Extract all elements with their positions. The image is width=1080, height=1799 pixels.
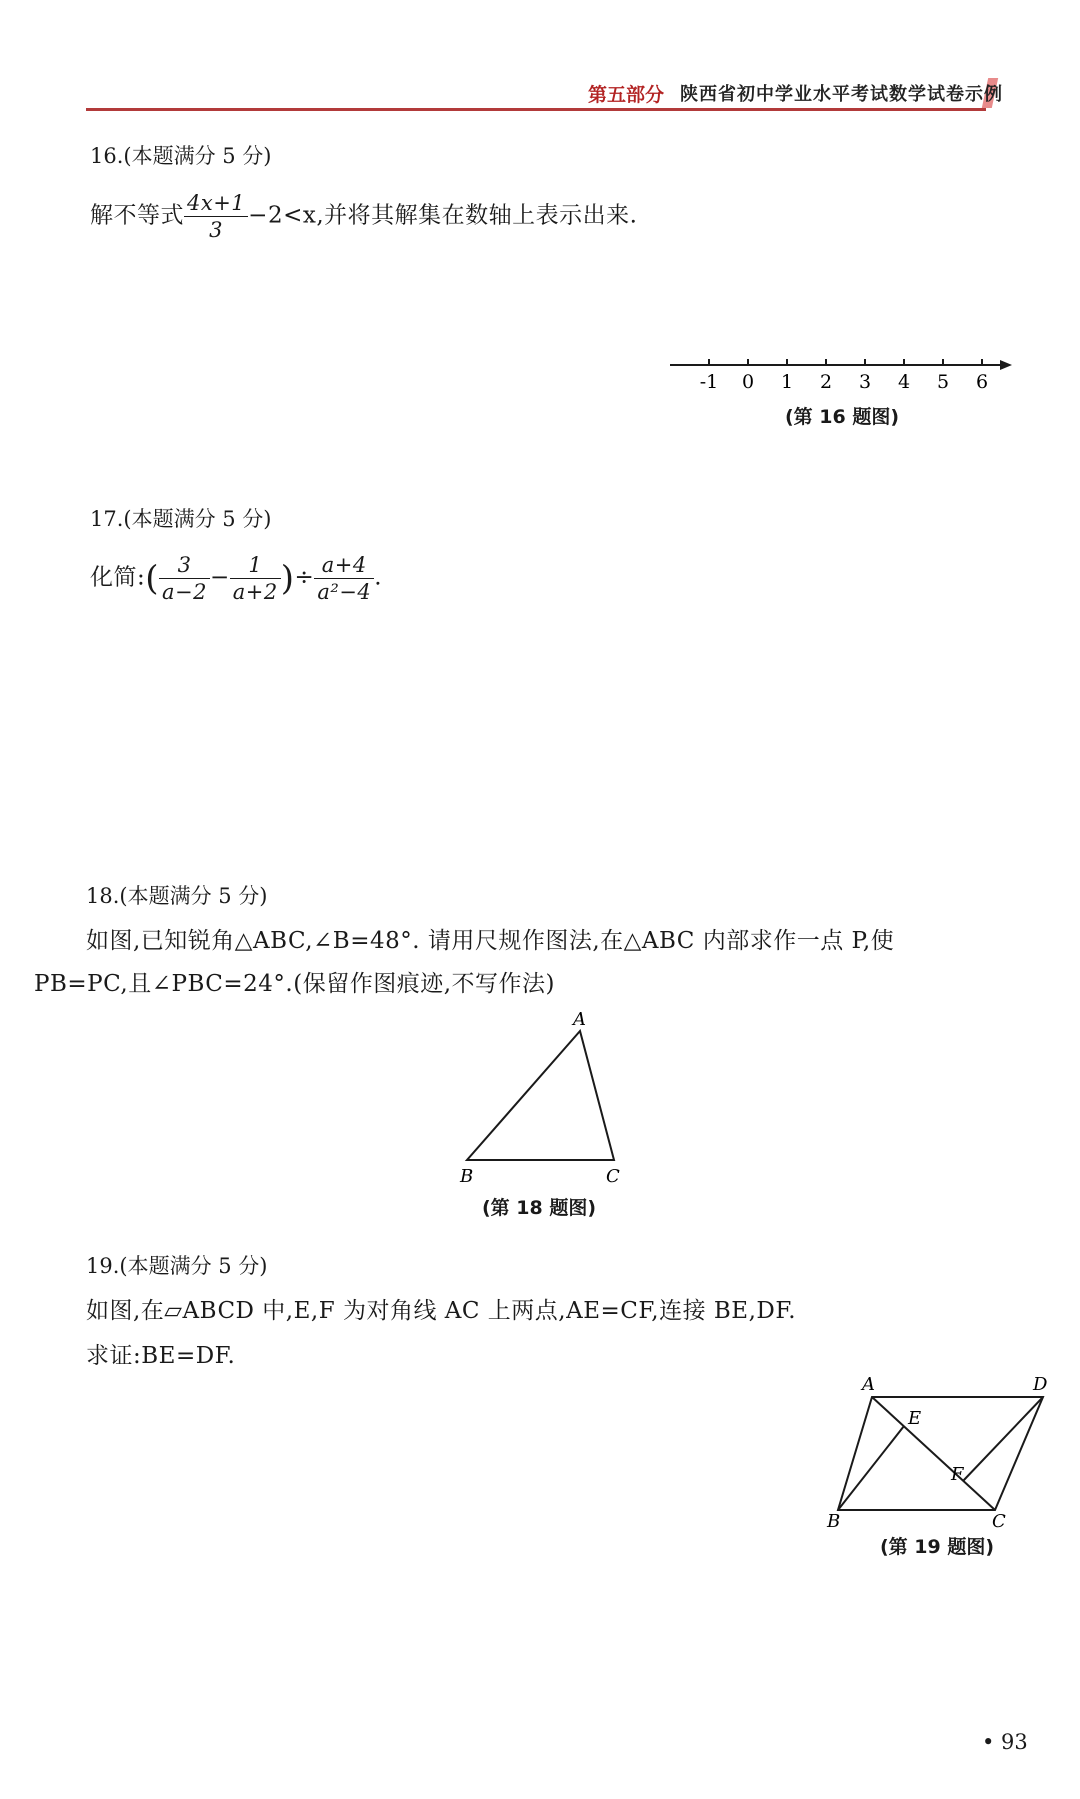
label-a: A xyxy=(862,1374,875,1395)
number-line-tick-label: 0 xyxy=(741,371,755,393)
label-c: C xyxy=(992,1511,1006,1530)
number-line-tick-label: 6 xyxy=(975,371,989,393)
number-line-tick-label: 1 xyxy=(780,371,794,393)
number-line-tick-label: 4 xyxy=(897,371,911,393)
q18-triangle-figure xyxy=(450,1005,640,1190)
q16-statement xyxy=(90,190,637,243)
q18-line-1: 如图,已知锐角△ABC,∠B=48°. 请用尺规作图法,在△ABC 内部求作一点 P,使 xyxy=(86,928,895,954)
number-line-tick-label: 3 xyxy=(858,371,872,393)
q16-prefix: 解不等式 xyxy=(90,202,184,229)
q17-left-paren: ( xyxy=(145,558,160,599)
label-b: B xyxy=(827,1511,841,1530)
q17-fraction-1 xyxy=(159,552,210,605)
q19-line-2: 求证:BE=DF. xyxy=(86,1343,236,1369)
q17-f2-den: a+2 xyxy=(232,580,278,604)
q16-frac-num: 4x+1 xyxy=(184,190,248,217)
q17-minus: − xyxy=(210,564,230,591)
q17-fraction-3 xyxy=(314,552,374,605)
label-d: D xyxy=(1033,1374,1048,1395)
q18-heading: 18.(本题满分 5 分) xyxy=(86,884,268,908)
header-rule xyxy=(86,108,986,111)
diagonal-ac xyxy=(872,1397,995,1510)
q17-right-paren: ) xyxy=(280,558,295,599)
header-part-label: 第五部分 xyxy=(588,84,665,106)
parallelogram-abcd xyxy=(838,1397,1043,1510)
label-f: F xyxy=(951,1464,964,1485)
q17-f1-num: 3 xyxy=(159,552,210,579)
q17-f1-den: a−2 xyxy=(162,580,207,604)
q17-divide: ÷ xyxy=(294,564,315,591)
label-a: A xyxy=(573,1009,586,1030)
q17-heading: 17.(本题满分 5 分) xyxy=(90,507,272,531)
page-number: • 93 xyxy=(982,1730,1028,1754)
q19-heading: 19.(本题满分 5 分) xyxy=(86,1254,268,1278)
q17-fraction-2 xyxy=(230,552,281,605)
q17-f2-num: 1 xyxy=(230,552,281,579)
q16-number-line xyxy=(660,340,1020,400)
q19-caption: (第 19 题图) xyxy=(880,1536,995,1558)
label-e: E xyxy=(908,1408,922,1429)
triangle-abc xyxy=(467,1031,614,1160)
q19-line-1: 如图,在▱ABCD 中,E,F 为对角线 AC 上两点,AE=CF,连接 BE,DF. xyxy=(86,1298,797,1324)
q18-caption: (第 18 题图) xyxy=(482,1197,597,1219)
q16-fraction xyxy=(184,190,248,243)
segment-df xyxy=(963,1397,1043,1481)
label-b: B xyxy=(460,1166,474,1187)
q17-end: . xyxy=(374,564,383,591)
q17-statement xyxy=(90,552,382,605)
q16-suffix: −2<x,并将其解集在数轴上表示出来. xyxy=(248,202,638,229)
label-c: C xyxy=(606,1166,620,1187)
number-line-tick-label: 5 xyxy=(936,371,950,393)
q16-caption: (第 16 题图) xyxy=(785,406,900,428)
q16-frac-den: 3 xyxy=(209,218,224,242)
number-line-arrow xyxy=(1000,360,1012,370)
q17-f3-num: a+4 xyxy=(314,552,374,579)
q19-parallelogram-figure xyxy=(820,1370,1060,1530)
segment-be xyxy=(838,1426,904,1510)
number-line-tick-label: -1 xyxy=(699,371,719,393)
header-title: 陕西省初中学业水平考试数学试卷示例 xyxy=(680,84,1003,105)
q17-prefix: 化简: xyxy=(90,564,146,591)
q17-f3-den: a²−4 xyxy=(317,580,372,604)
q18-line-2: PB=PC,且∠PBC=24°.(保留作图痕迹,不写作法) xyxy=(34,971,555,997)
number-line-tick-label: 2 xyxy=(819,371,833,393)
q16-heading: 16.(本题满分 5 分) xyxy=(90,144,272,168)
